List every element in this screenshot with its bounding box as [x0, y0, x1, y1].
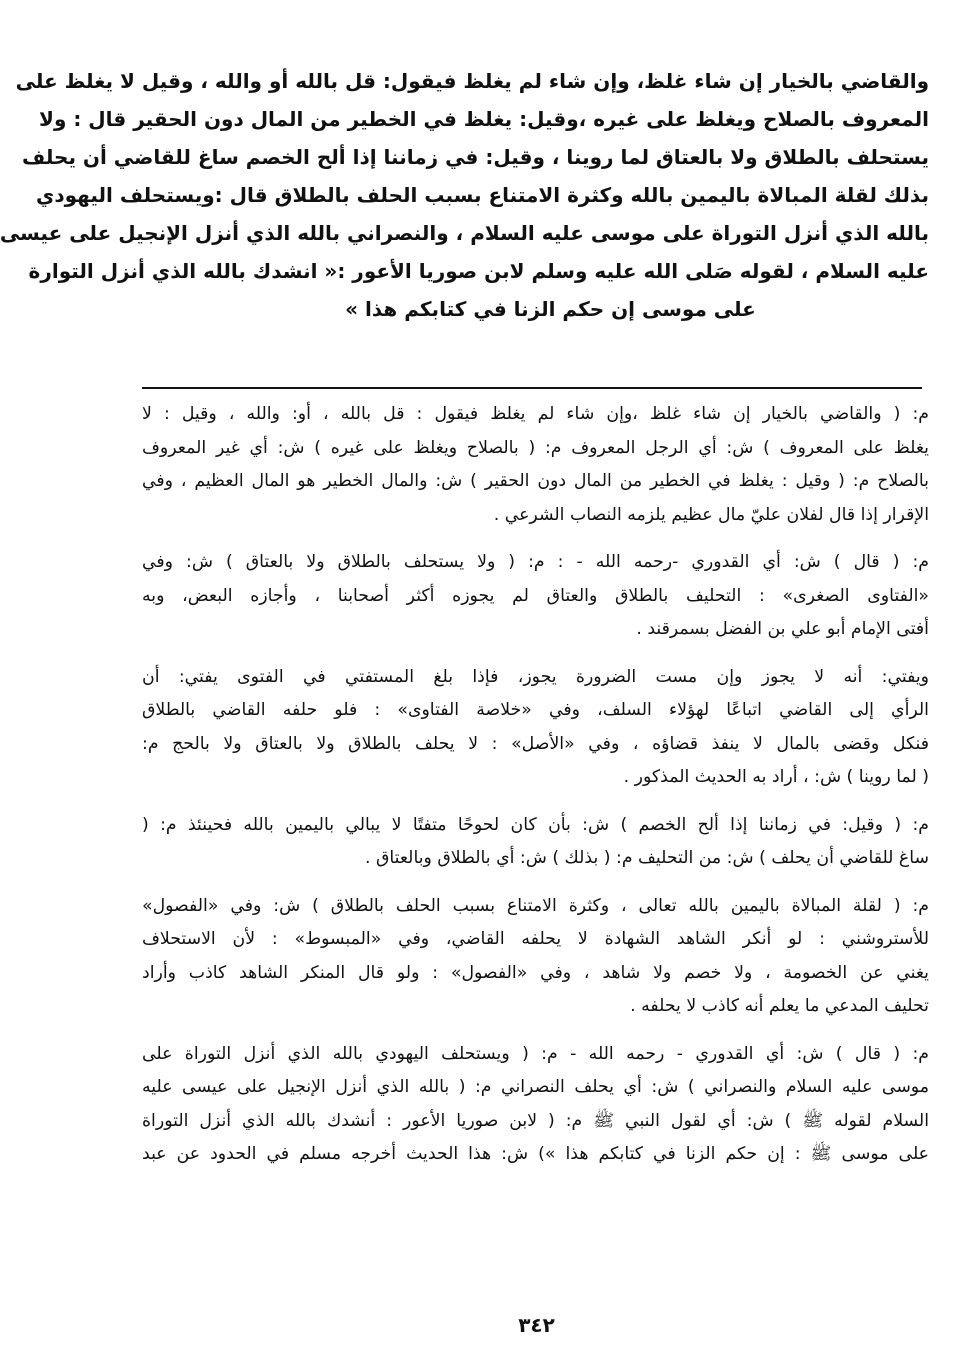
commentary-paragraph [142, 1038, 929, 1172]
commentary-line: ( لما روينا ) ش: ، أراد به الحديث المذكور . [623, 767, 929, 787]
main-text-line: عليه السلام ، لقوله صَلى الله عليه وسلم لابن صوريا الأعور :« انشدك بالله الذي أنزل التوارة [28, 259, 929, 283]
page-number: ٣٤٢ [518, 1313, 555, 1337]
commentary-line: بالصلاح م: ( وقيل : يغلظ في الخطير من المال دون الحقير ) ش: والمال الخطير هو المال العظيم ، وفي [142, 471, 929, 491]
main-text-line: يستحلف بالطلاق ولا بالعتاق لما روينا ، وقيل: في زماننا إذا ألح الخصم ساغ للقاضي أن يحلف [22, 145, 929, 169]
commentary-paragraph [142, 890, 929, 1024]
commentary-line: م: ( والقاضي بالخيار إن شاء غلظ ،وإن شاء لم يغلظ فيقول : قل بالله ، أو: والله ، وقيل : لا [142, 404, 929, 424]
commentary-paragraph [142, 546, 929, 647]
commentary-line: أفتى الإمام أبو علي بن الفضل بسمرقند . [636, 619, 929, 639]
commentary-line: الرأي إلى القاضي اتباعًا لهؤلاء السلف، وفي «خلاصة الفتاوى» : فلو حلفه القاضي بالطلاق [142, 700, 929, 720]
main-text-line: والقاضي بالخيار إن شاء غلظ، وإن شاء لم يغلظ فيقول: قل بالله أو والله ، وقيل لا يغلظ على [15, 69, 929, 93]
commentary-line: الإقرار إذا قال لفلان عليّ مال عظيم يلزمه النصاب الشرعي . [493, 504, 929, 525]
commentary-line: ساغ للقاضي أن يحلف ) ش: من التحليف م: ( بذلك ) ش: أي بالطلاق وبالعتاق . [364, 848, 929, 868]
commentary [142, 398, 929, 1186]
main-text-line: بالله الذي أنزل التوراة على موسى عليه السلام ، والنصراني بالله الذي أنزل الإنجيل على عيسى [0, 221, 929, 245]
commentary-line: السلام لقوله ﷺ ) ش: أي لقول النبي ﷺ م: ( لابن صوريا الأعور : أنشدك بالله الذي أنزل التوراة [142, 1110, 929, 1131]
commentary-line: «الفتاوى الصغرى» : التحليف بالطلاق والعتاق لم يجوزه أكثر أصحابنا ، وأجازه البعض، وبه [142, 585, 929, 606]
main-text [0, 62, 929, 328]
commentary-line: م: ( وقيل: في زماننا إذا ألح الخصم ) ش: بأن كان لحوحًا متفتًا لا يبالي باليمين بالله فحينئذ م: ( [142, 814, 929, 835]
commentary-paragraph [142, 809, 929, 876]
commentary-line: ويفتي: أنه لا يجوز وإن مست الضرورة يجوز، فإذا بلغ المستفتي في الفتوى يفتي: أن [142, 666, 929, 687]
main-text-line: بذلك لقلة المبالاة باليمين بالله وكثرة الامتناع بسبب الحلف بالطلاق قال :ويستحلف اليهودي [36, 183, 929, 207]
commentary-line: تحليف المدعي ما يعلم أنه كاذب لا يحلفه . [630, 996, 929, 1016]
commentary-line: يغني عن الخصومة ، ولا خصم ولا شاهد ، وفي «الفصول» : ولو قال المنكر الشاهد كاذب وأراد [142, 962, 929, 983]
commentary-line: م: ( قال ) ش: أي القدوري -رحمه الله - : م: ( ولا يستحلف بالطلاق ولا بالعتاق ) ش: وفي [142, 552, 929, 572]
commentary-line: موسى عليه السلام والنصراني ) ش: أي يحلف النصراني م: ( بالله الذي أنزل الإنجيل على عيسى عليه [142, 1077, 929, 1097]
main-text-line: المعروف بالصلاح ويغلظ على غيره ،وقيل: يغلظ في الخطير من المال دون الحقير قال : ولا [39, 107, 929, 131]
commentary-line: يغلظ على المعروف ) ش: أي الرجل المعروف م: ( بالصلاح ويغلظ على غيره ) ش: أي غير المعروف [142, 437, 929, 458]
commentary-line: على موسى ﷺ : إن حكم الزنا في كتابكم هذا ») ش: هذا الحديث أخرجه مسلم في الحدود عن عبد [142, 1144, 929, 1164]
commentary-line: م: ( قال ) ش: أي القدوري - رحمه الله - م: ( ويستحلف اليهودي بالله الذي أنزل التوراة على [142, 1043, 929, 1064]
commentary-line: للأستروشني : لو أنكر الشاهد الشهادة لا يحلفه القاضي، وفي «المبسوط» : لأن الاستحلاف [142, 929, 929, 949]
commentary-line: فنكل وقضى بالمال لا ينفذ قضاؤه ، وفي «الأصل» : لا يحلف بالطلاق ولا بالعتاق ولا بالحج م: [142, 733, 929, 754]
commentary-paragraph [142, 398, 929, 532]
commentary-line: م: ( لقلة المبالاة باليمين بالله تعالى ، وكثرة الامتناع بسبب الحلف بالطلاق ) ش: وفي «الفصول» [142, 895, 929, 916]
commentary-paragraph [142, 661, 929, 795]
main-text-line: على موسى إن حكم الزنا في كتابكم هذا » [345, 297, 756, 321]
separator-rule [142, 387, 922, 389]
